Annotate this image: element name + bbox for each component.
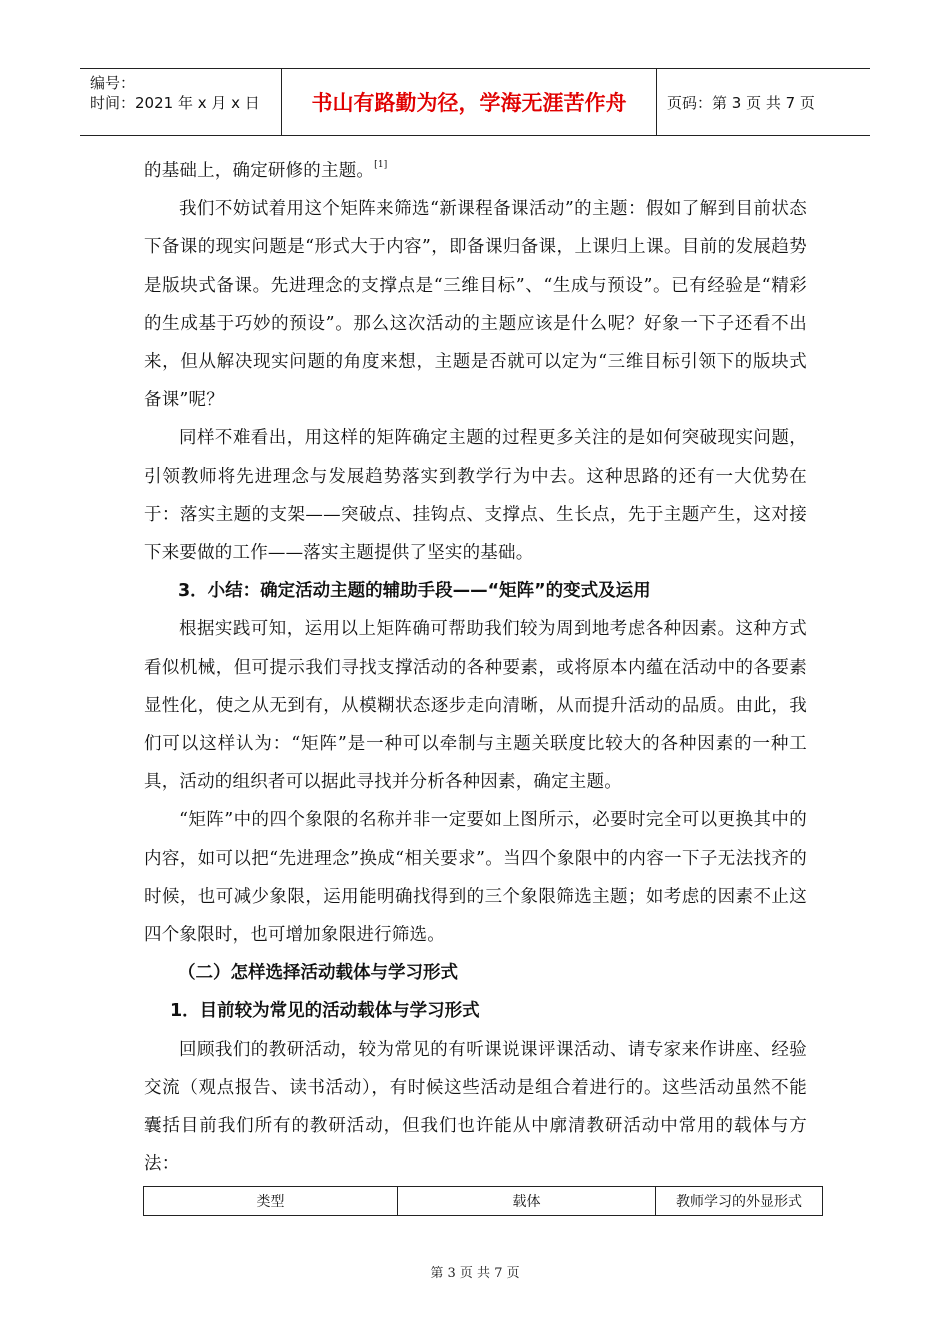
subsection-heading-1: 1．目前较为常见的活动载体与学习形式	[170, 1001, 480, 1022]
carrier-table	[143, 1186, 823, 1216]
section-heading-summary: 3．小结：确定活动主题的辅助手段——“矩阵”的变式及运用	[178, 581, 651, 602]
paragraph-1	[144, 152, 807, 190]
paragraph-5: “矩阵”中的四个象限的名称并非一定要如上图所示，必要时完全可以更换其中的内容，如可以把“先进理念”换成“相关要求”。当四个象限中的内容一下子无法找齐的时候，也可减少象限，运用能明确找得到的三个象限筛选主题；如考虑的因素不止这四个象限时，也可增加象限进行筛选。	[144, 810, 807, 946]
paragraph-6: 回顾我们的教研活动，较为常见的有听课说课评课活动、请专家来作讲座、经验交流（观点报告、读书活动），有时候这些活动是组合着进行的。这些活动虽然不能囊括目前我们所有的教研活动，但我们也许能从中廓清教研活动中常用的载体与方法：	[144, 1039, 807, 1175]
table-header-row	[144, 1187, 823, 1216]
table-header-form: 教师学习的外显形式	[656, 1187, 823, 1216]
time-label: 时间：2021 年 x 月 x 日	[90, 94, 260, 112]
number-label: 编号：	[90, 74, 136, 92]
header-page-label: 页码：第 3 页 共 7 页	[667, 93, 815, 112]
header-motto: 书山有路勤为径，学海无涯苦作舟	[282, 69, 657, 135]
reference-mark: [1]	[374, 160, 388, 170]
table-header-type: 类型	[144, 1187, 398, 1216]
paragraph-4: 根据实践可知，运用以上矩阵确可帮助我们较为周到地考虑各种因素。这种方式看似机械，但可提示我们寻找支撑活动的各种要素，或将原本内蕴在活动中的各要素显性化，使之从无到有，从模糊状态逐步走向清晰，从而提升活动的品质。由此，我们可以这样认为：“矩阵”是一种可以牵制与主题关联度比较大的各种因素的一种工具，活动的组织者可以据此寻找并分析各种因素，确定主题。	[144, 619, 807, 793]
page-footer: 第 3 页 共 7 页	[430, 1266, 520, 1281]
section-heading-2: （二）怎样选择活动载体与学习形式	[178, 963, 458, 984]
paragraph-3: 同样不难看出，用这样的矩阵确定主题的过程更多关注的是如何突破现实问题，引领教师将先进理念与发展趋势落实到教学行为中去。这种思路的还有一大优势在于：落实主题的支架——突破点、挂钩点、支撑点、生长点，先于主题产生，这对接下来要做的工作——落实主题提供了坚实的基础。	[144, 428, 807, 564]
header-meta	[80, 69, 282, 135]
table-header-carrier: 载体	[398, 1187, 656, 1216]
paragraph-2: 我们不妨试着用这个矩阵来筛选“新课程备课活动”的主题：假如了解到目前状态下备课的现实问题是“形式大于内容”，即备课归备课，上课归上课。目前的发展趋势是版块式备课。先进理念的支撑点是“三维目标”、“生成与预设”。已有经验是“精彩的生成基于巧妙的预设”。那么这次活动的主题应该是什么呢？好象一下子还看不出来，但从解决现实问题的角度来想，主题是否就可以定为“三维目标引领下的版块式备课”呢？	[144, 199, 807, 411]
page-header	[80, 68, 870, 136]
paragraph-1-text: 的基础上，确定研修的主题。	[144, 161, 375, 181]
document-body	[144, 152, 807, 1183]
